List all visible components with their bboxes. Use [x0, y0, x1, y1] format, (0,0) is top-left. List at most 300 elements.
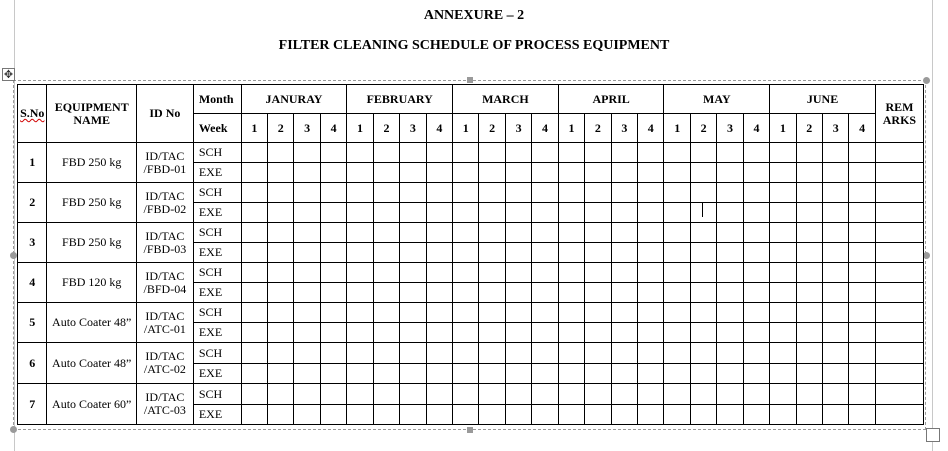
execution-cell[interactable]	[453, 364, 479, 384]
schedule-cell[interactable]	[717, 143, 743, 163]
schedule-cell[interactable]	[690, 343, 716, 364]
schedule-cell[interactable]	[320, 223, 346, 243]
execution-cell[interactable]	[638, 243, 664, 263]
execution-cell[interactable]	[320, 364, 346, 384]
execution-cell[interactable]	[532, 203, 558, 223]
schedule-cell[interactable]	[268, 303, 294, 323]
execution-cell[interactable]	[268, 323, 294, 343]
execution-cell[interactable]	[505, 243, 531, 263]
execution-cell[interactable]	[268, 203, 294, 223]
execution-cell[interactable]	[294, 243, 320, 263]
execution-cell[interactable]	[347, 323, 373, 343]
execution-cell[interactable]	[268, 405, 294, 425]
execution-cell[interactable]	[585, 243, 611, 263]
schedule-cell[interactable]	[505, 343, 531, 364]
schedule-cell[interactable]	[347, 263, 373, 283]
schedule-cell[interactable]	[796, 263, 822, 283]
schedule-cell[interactable]	[347, 303, 373, 323]
execution-cell[interactable]	[479, 243, 505, 263]
schedule-cell[interactable]	[347, 183, 373, 203]
schedule-cell[interactable]	[294, 303, 320, 323]
execution-cell[interactable]	[532, 163, 558, 183]
execution-cell[interactable]	[532, 405, 558, 425]
schedule-cell[interactable]	[426, 263, 452, 283]
execution-cell[interactable]	[453, 243, 479, 263]
schedule-cell[interactable]	[241, 384, 267, 405]
schedule-cell[interactable]	[453, 303, 479, 323]
execution-cell[interactable]	[849, 323, 875, 343]
schedule-cell[interactable]	[664, 263, 690, 283]
schedule-cell[interactable]	[532, 343, 558, 364]
schedule-cell[interactable]	[373, 384, 399, 405]
execution-cell[interactable]	[690, 323, 716, 343]
schedule-cell[interactable]	[875, 263, 923, 283]
schedule-cell[interactable]	[743, 263, 769, 283]
execution-cell[interactable]	[400, 163, 426, 183]
execution-cell[interactable]	[373, 323, 399, 343]
execution-cell[interactable]	[453, 163, 479, 183]
schedule-cell[interactable]	[770, 263, 796, 283]
execution-cell[interactable]	[505, 163, 531, 183]
execution-cell[interactable]	[400, 283, 426, 303]
schedule-cell[interactable]	[585, 384, 611, 405]
execution-cell[interactable]	[770, 405, 796, 425]
execution-cell[interactable]	[426, 163, 452, 183]
table-resize-icon[interactable]	[926, 428, 940, 442]
schedule-cell[interactable]	[743, 143, 769, 163]
execution-cell[interactable]	[241, 364, 267, 384]
execution-cell[interactable]	[294, 163, 320, 183]
schedule-cell[interactable]	[823, 343, 849, 364]
execution-cell[interactable]	[268, 243, 294, 263]
schedule-cell[interactable]	[796, 183, 822, 203]
schedule-cell[interactable]	[611, 223, 637, 243]
schedule-cell[interactable]	[558, 143, 584, 163]
execution-cell[interactable]	[320, 323, 346, 343]
schedule-cell[interactable]	[717, 183, 743, 203]
execution-cell[interactable]	[770, 364, 796, 384]
execution-cell[interactable]	[373, 283, 399, 303]
schedule-cell[interactable]	[875, 143, 923, 163]
schedule-cell[interactable]	[453, 384, 479, 405]
schedule-cell[interactable]	[373, 143, 399, 163]
schedule-cell[interactable]	[347, 384, 373, 405]
schedule-cell[interactable]	[823, 263, 849, 283]
execution-cell[interactable]	[875, 323, 923, 343]
execution-cell[interactable]	[743, 323, 769, 343]
execution-cell[interactable]	[796, 405, 822, 425]
execution-cell[interactable]	[453, 405, 479, 425]
execution-cell[interactable]	[770, 203, 796, 223]
schedule-cell[interactable]	[585, 303, 611, 323]
schedule-cell[interactable]	[558, 343, 584, 364]
schedule-cell[interactable]	[849, 303, 875, 323]
execution-cell[interactable]	[505, 283, 531, 303]
schedule-cell[interactable]	[796, 223, 822, 243]
schedule-cell[interactable]	[638, 343, 664, 364]
execution-cell[interactable]	[796, 163, 822, 183]
schedule-cell[interactable]	[532, 263, 558, 283]
schedule-cell[interactable]	[743, 183, 769, 203]
execution-cell[interactable]	[585, 163, 611, 183]
execution-cell[interactable]	[505, 364, 531, 384]
execution-cell[interactable]	[558, 243, 584, 263]
schedule-cell[interactable]	[241, 303, 267, 323]
execution-cell[interactable]	[875, 283, 923, 303]
schedule-cell[interactable]	[690, 263, 716, 283]
schedule-cell[interactable]	[743, 303, 769, 323]
execution-cell[interactable]	[690, 283, 716, 303]
execution-cell[interactable]	[664, 405, 690, 425]
schedule-cell[interactable]	[294, 183, 320, 203]
resize-handle-left[interactable]	[10, 252, 17, 259]
execution-cell[interactable]	[320, 243, 346, 263]
execution-cell[interactable]	[638, 203, 664, 223]
execution-cell[interactable]	[611, 405, 637, 425]
schedule-cell[interactable]	[532, 183, 558, 203]
schedule-cell[interactable]	[796, 143, 822, 163]
execution-cell[interactable]	[611, 203, 637, 223]
execution-cell[interactable]	[268, 283, 294, 303]
execution-cell[interactable]	[849, 163, 875, 183]
execution-cell[interactable]	[743, 203, 769, 223]
execution-cell[interactable]	[823, 163, 849, 183]
schedule-cell[interactable]	[611, 384, 637, 405]
schedule-cell[interactable]	[505, 263, 531, 283]
execution-cell[interactable]	[849, 283, 875, 303]
execution-cell[interactable]	[717, 323, 743, 343]
schedule-cell[interactable]	[373, 343, 399, 364]
schedule-cell[interactable]	[268, 183, 294, 203]
schedule-cell[interactable]	[585, 143, 611, 163]
schedule-cell[interactable]	[400, 263, 426, 283]
execution-cell[interactable]	[823, 243, 849, 263]
execution-cell[interactable]	[241, 283, 267, 303]
execution-cell[interactable]	[320, 203, 346, 223]
schedule-cell[interactable]	[717, 223, 743, 243]
schedule-cell[interactable]	[875, 223, 923, 243]
schedule-cell[interactable]	[611, 343, 637, 364]
schedule-cell[interactable]	[770, 143, 796, 163]
execution-cell[interactable]	[875, 364, 923, 384]
execution-cell[interactable]	[690, 364, 716, 384]
execution-cell[interactable]	[373, 405, 399, 425]
execution-cell[interactable]	[664, 364, 690, 384]
schedule-cell[interactable]	[690, 183, 716, 203]
schedule-cell[interactable]	[453, 223, 479, 243]
schedule-cell[interactable]	[426, 303, 452, 323]
schedule-cell[interactable]	[690, 303, 716, 323]
schedule-cell[interactable]	[479, 343, 505, 364]
schedule-cell[interactable]	[823, 384, 849, 405]
execution-cell[interactable]	[453, 323, 479, 343]
table-move-icon[interactable]: ✥	[3, 68, 14, 81]
schedule-cell[interactable]	[400, 223, 426, 243]
schedule-cell[interactable]	[268, 263, 294, 283]
execution-cell[interactable]	[690, 203, 716, 223]
execution-cell[interactable]	[717, 283, 743, 303]
execution-cell[interactable]	[743, 243, 769, 263]
execution-cell[interactable]	[823, 405, 849, 425]
schedule-cell[interactable]	[320, 263, 346, 283]
execution-cell[interactable]	[558, 364, 584, 384]
execution-cell[interactable]	[294, 323, 320, 343]
execution-cell[interactable]	[796, 364, 822, 384]
execution-cell[interactable]	[347, 364, 373, 384]
schedule-cell[interactable]	[479, 384, 505, 405]
execution-cell[interactable]	[294, 364, 320, 384]
schedule-cell[interactable]	[400, 143, 426, 163]
schedule-cell[interactable]	[638, 263, 664, 283]
schedule-cell[interactable]	[823, 223, 849, 243]
resize-handle-top-right[interactable]	[923, 77, 930, 84]
schedule-cell[interactable]	[849, 263, 875, 283]
schedule-cell[interactable]	[823, 143, 849, 163]
schedule-cell[interactable]	[585, 183, 611, 203]
execution-cell[interactable]	[558, 163, 584, 183]
execution-cell[interactable]	[611, 323, 637, 343]
schedule-cell[interactable]	[505, 143, 531, 163]
execution-cell[interactable]	[400, 323, 426, 343]
execution-cell[interactable]	[796, 323, 822, 343]
execution-cell[interactable]	[479, 203, 505, 223]
schedule-cell[interactable]	[823, 183, 849, 203]
schedule-cell[interactable]	[400, 183, 426, 203]
execution-cell[interactable]	[585, 203, 611, 223]
resize-handle-top[interactable]	[467, 77, 473, 83]
schedule-cell[interactable]	[717, 263, 743, 283]
execution-cell[interactable]	[479, 364, 505, 384]
execution-cell[interactable]	[585, 283, 611, 303]
schedule-cell[interactable]	[294, 223, 320, 243]
execution-cell[interactable]	[268, 163, 294, 183]
execution-cell[interactable]	[241, 405, 267, 425]
schedule-cell[interactable]	[664, 384, 690, 405]
schedule-cell[interactable]	[875, 384, 923, 405]
schedule-cell[interactable]	[849, 183, 875, 203]
execution-cell[interactable]	[638, 323, 664, 343]
execution-cell[interactable]	[373, 203, 399, 223]
execution-cell[interactable]	[849, 364, 875, 384]
execution-cell[interactable]	[426, 323, 452, 343]
execution-cell[interactable]	[426, 203, 452, 223]
execution-cell[interactable]	[347, 243, 373, 263]
schedule-cell[interactable]	[320, 343, 346, 364]
schedule-cell[interactable]	[796, 343, 822, 364]
schedule-cell[interactable]	[320, 183, 346, 203]
execution-cell[interactable]	[585, 323, 611, 343]
schedule-cell[interactable]	[268, 223, 294, 243]
execution-cell[interactable]	[347, 405, 373, 425]
schedule-cell[interactable]	[743, 343, 769, 364]
schedule-cell[interactable]	[347, 143, 373, 163]
schedule-cell[interactable]	[717, 343, 743, 364]
schedule-cell[interactable]	[373, 263, 399, 283]
schedule-cell[interactable]	[479, 263, 505, 283]
schedule-cell[interactable]	[241, 143, 267, 163]
schedule-cell[interactable]	[505, 384, 531, 405]
schedule-cell[interactable]	[426, 143, 452, 163]
schedule-cell[interactable]	[532, 384, 558, 405]
schedule-cell[interactable]	[690, 143, 716, 163]
schedule-cell[interactable]	[664, 343, 690, 364]
schedule-cell[interactable]	[400, 384, 426, 405]
execution-cell[interactable]	[479, 163, 505, 183]
schedule-cell[interactable]	[532, 223, 558, 243]
execution-cell[interactable]	[611, 364, 637, 384]
schedule-cell[interactable]	[294, 263, 320, 283]
execution-cell[interactable]	[823, 283, 849, 303]
execution-cell[interactable]	[426, 243, 452, 263]
schedule-cell[interactable]	[268, 384, 294, 405]
execution-cell[interactable]	[664, 283, 690, 303]
execution-cell[interactable]	[373, 243, 399, 263]
schedule-cell[interactable]	[638, 183, 664, 203]
schedule-cell[interactable]	[505, 223, 531, 243]
schedule-cell[interactable]	[849, 384, 875, 405]
execution-cell[interactable]	[875, 243, 923, 263]
execution-cell[interactable]	[532, 283, 558, 303]
schedule-cell[interactable]	[717, 303, 743, 323]
execution-cell[interactable]	[664, 323, 690, 343]
execution-cell[interactable]	[347, 283, 373, 303]
resize-handle-right[interactable]	[923, 252, 930, 259]
execution-cell[interactable]	[532, 364, 558, 384]
schedule-cell[interactable]	[611, 183, 637, 203]
schedule-cell[interactable]	[875, 183, 923, 203]
schedule-cell[interactable]	[241, 183, 267, 203]
execution-cell[interactable]	[558, 323, 584, 343]
execution-cell[interactable]	[664, 243, 690, 263]
execution-cell[interactable]	[849, 203, 875, 223]
execution-cell[interactable]	[823, 203, 849, 223]
schedule-cell[interactable]	[532, 303, 558, 323]
execution-cell[interactable]	[241, 243, 267, 263]
execution-cell[interactable]	[743, 163, 769, 183]
execution-cell[interactable]	[849, 243, 875, 263]
execution-cell[interactable]	[558, 203, 584, 223]
schedule-cell[interactable]	[585, 343, 611, 364]
schedule-cell[interactable]	[638, 303, 664, 323]
execution-cell[interactable]	[875, 203, 923, 223]
schedule-cell[interactable]	[664, 183, 690, 203]
resize-handle-bottom-left[interactable]	[10, 426, 17, 433]
schedule-cell[interactable]	[479, 143, 505, 163]
execution-cell[interactable]	[453, 283, 479, 303]
schedule-cell[interactable]	[849, 223, 875, 243]
schedule-cell[interactable]	[796, 384, 822, 405]
schedule-cell[interactable]	[770, 384, 796, 405]
execution-cell[interactable]	[823, 364, 849, 384]
execution-cell[interactable]	[268, 364, 294, 384]
execution-cell[interactable]	[717, 364, 743, 384]
execution-cell[interactable]	[400, 364, 426, 384]
schedule-cell[interactable]	[664, 223, 690, 243]
execution-cell[interactable]	[664, 163, 690, 183]
execution-cell[interactable]	[743, 364, 769, 384]
execution-cell[interactable]	[690, 243, 716, 263]
execution-cell[interactable]	[875, 405, 923, 425]
schedule-cell[interactable]	[426, 384, 452, 405]
execution-cell[interactable]	[294, 405, 320, 425]
execution-cell[interactable]	[770, 283, 796, 303]
execution-cell[interactable]	[479, 323, 505, 343]
schedule-cell[interactable]	[743, 384, 769, 405]
execution-cell[interactable]	[532, 323, 558, 343]
schedule-cell[interactable]	[558, 223, 584, 243]
execution-cell[interactable]	[426, 283, 452, 303]
execution-cell[interactable]	[558, 283, 584, 303]
execution-cell[interactable]	[558, 405, 584, 425]
schedule-cell[interactable]	[347, 223, 373, 243]
schedule-cell[interactable]	[453, 263, 479, 283]
execution-cell[interactable]	[770, 323, 796, 343]
execution-cell[interactable]	[400, 405, 426, 425]
schedule-cell[interactable]	[400, 343, 426, 364]
schedule-cell[interactable]	[320, 303, 346, 323]
execution-cell[interactable]	[320, 405, 346, 425]
execution-cell[interactable]	[796, 283, 822, 303]
schedule-cell[interactable]	[505, 183, 531, 203]
execution-cell[interactable]	[241, 163, 267, 183]
execution-cell[interactable]	[717, 163, 743, 183]
schedule-cell[interactable]	[241, 223, 267, 243]
schedule-cell[interactable]	[638, 223, 664, 243]
schedule-cell[interactable]	[400, 303, 426, 323]
execution-cell[interactable]	[770, 163, 796, 183]
execution-cell[interactable]	[479, 283, 505, 303]
execution-cell[interactable]	[505, 323, 531, 343]
schedule-cell[interactable]	[770, 303, 796, 323]
execution-cell[interactable]	[875, 163, 923, 183]
schedule-cell[interactable]	[373, 223, 399, 243]
schedule-cell[interactable]	[717, 384, 743, 405]
schedule-cell[interactable]	[505, 303, 531, 323]
schedule-cell[interactable]	[849, 143, 875, 163]
schedule-cell[interactable]	[426, 223, 452, 243]
schedule-cell[interactable]	[638, 143, 664, 163]
execution-cell[interactable]	[796, 203, 822, 223]
schedule-cell[interactable]	[426, 343, 452, 364]
execution-cell[interactable]	[294, 203, 320, 223]
execution-cell[interactable]	[426, 364, 452, 384]
schedule-cell[interactable]	[558, 303, 584, 323]
schedule-cell[interactable]	[268, 343, 294, 364]
schedule-cell[interactable]	[347, 343, 373, 364]
schedule-cell[interactable]	[373, 303, 399, 323]
schedule-cell[interactable]	[426, 183, 452, 203]
execution-cell[interactable]	[664, 203, 690, 223]
execution-cell[interactable]	[717, 203, 743, 223]
execution-cell[interactable]	[717, 243, 743, 263]
schedule-cell[interactable]	[770, 223, 796, 243]
execution-cell[interactable]	[294, 283, 320, 303]
execution-cell[interactable]	[690, 405, 716, 425]
schedule-cell[interactable]	[453, 183, 479, 203]
execution-cell[interactable]	[505, 405, 531, 425]
schedule-cell[interactable]	[558, 384, 584, 405]
execution-cell[interactable]	[743, 283, 769, 303]
execution-cell[interactable]	[611, 243, 637, 263]
resize-handle-bottom[interactable]	[467, 427, 473, 433]
execution-cell[interactable]	[479, 405, 505, 425]
schedule-cell[interactable]	[743, 223, 769, 243]
schedule-cell[interactable]	[320, 143, 346, 163]
execution-cell[interactable]	[320, 163, 346, 183]
execution-cell[interactable]	[638, 405, 664, 425]
schedule-cell[interactable]	[479, 223, 505, 243]
execution-cell[interactable]	[638, 283, 664, 303]
